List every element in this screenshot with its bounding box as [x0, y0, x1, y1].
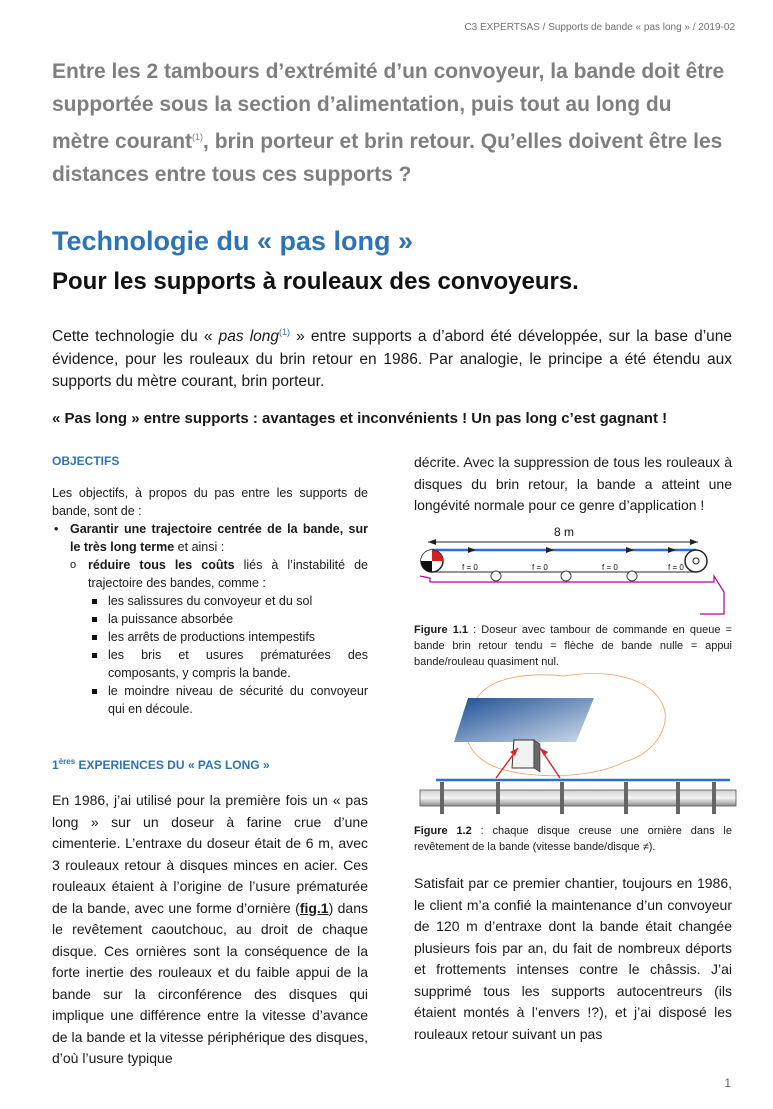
shaft-disc — [440, 782, 444, 814]
list-item: les salissures du convoyeur et du sol — [52, 592, 368, 610]
caption-label: Figure 1.1 — [414, 624, 469, 636]
dimension-arrow-left — [428, 539, 436, 545]
shaft-disc — [624, 782, 628, 814]
direction-arrow — [626, 547, 634, 553]
bullet-bold-text: Garantir une trajectoire centrée de la bande, sur le très long terme — [70, 522, 368, 554]
caption-label: Figure 1.2 — [414, 825, 472, 837]
page-header: C3 EXPERTSAS / Supports de bande « pas long » / 2019-02 — [464, 22, 735, 33]
caption-text: : Doseur avec tambour de commande en queue = bande brin retour tendu = flèche de bande nulle = appui bande/rouleau quasiment nul. — [414, 624, 732, 668]
page-title: Technologie du « pas long » — [52, 226, 414, 256]
sag-label: f = 0 — [602, 563, 618, 572]
direction-arrow — [668, 547, 676, 553]
shaft-disc — [560, 782, 564, 814]
sag-label: f = 0 — [668, 563, 684, 572]
sub-bullet-rest-text: liés à l’instabilité de trajectoire des bandes, comme : — [88, 558, 368, 590]
figure-1-1-diagram — [414, 520, 740, 620]
heading-sup: ères — [58, 757, 76, 766]
intro-text-b: , brin porteur et brin retour. Qu’elles doivent être les distances entre tous ces supports ? — [52, 130, 723, 186]
figure-1-1-caption — [414, 622, 732, 670]
dimension-arrow-right — [690, 539, 698, 545]
objectives-sub-bullet — [52, 556, 368, 592]
paragraph-italic: pas long — [218, 328, 280, 346]
return-roller — [491, 571, 501, 581]
bullet-rest-text: et ainsi : — [174, 540, 225, 554]
right-top-paragraph: décrite. Avec la suppression de tous les rouleaux à disques du brin retour, la bande a atteint une longévité normale pour ce genre d’application ! — [414, 454, 732, 513]
intro-text-a: Entre les 2 tambours d’extrémité d’un convoyeur, la bande doit être supportée sous la section d’alimentation, puis tout au long du mètre courant — [52, 60, 725, 153]
belt-section — [454, 698, 594, 742]
objectives-section — [52, 452, 368, 718]
figure-reference-link[interactable]: fig.1 — [299, 899, 329, 916]
experiences-section — [52, 753, 368, 1070]
shaft-disc — [676, 782, 680, 814]
list-item: les bris et usures prématurées des composants, y compris la bande. — [52, 646, 368, 682]
paragraph-part-b: » entre supports a d’abord été développée, sur la base d’une évidence, pour les rouleaux du brin retour en 1986. Par analogie, le principe a été étendu aux supports du mètre courant, brin porteur. — [52, 328, 732, 391]
objectives-bullet — [52, 520, 368, 556]
caption-text: : chaque disque creuse une ornière dans le revêtement de la bande (vitesse bande/disque ≠). — [414, 825, 732, 853]
objectives-intro: Les objectifs, à propos du pas entre les supports de bande, sont de : — [52, 486, 368, 518]
list-item: les arrêts de productions intempestifs — [52, 628, 368, 646]
intro-footnote-ref: (1) — [192, 132, 204, 142]
intro-question — [52, 56, 732, 191]
lead-statement: « Pas long » entre supports : avantages et inconvénients ! Un pas long c’est gagnant ! — [52, 410, 668, 427]
heading-rest: EXPERIENCES DU « PAS LONG » — [75, 758, 270, 772]
direction-arrow — [546, 547, 554, 553]
direction-arrow — [468, 547, 476, 553]
return-roller — [561, 571, 571, 581]
experiences-heading — [52, 753, 368, 774]
roller-shaft — [420, 790, 736, 806]
exp-text-a: En 1986, j’ai utilisé pour la première fois un « pas long » sur un doseur à farine crue d’une cimenterie. L’entraxe du doseur était de 6 m, avec 3 rouleaux retour à disques minces en acier. Ces rouleaux étaient à l’origine de l’usure prématurée de la bande, avec une forme d’ornière ( — [52, 792, 368, 916]
exp-text-b: ) dans le revêtement caoutchouc, au droit de chaque disque. Ces ornières sont la conséquence de la forte inertie des rouleaux et du faible appui de la bande sur la circonférence des disques qui implique une différence entre la vitesse d’avance de la bande et la vitesse périphérique des disques, d’où l’usure typique — [52, 899, 368, 1066]
right-bottom-paragraph: Satisfait par ce premier chantier, toujours en 1986, le client m’a confié la maintenance d’un convoyeur de 120 m d’entraxe dont la bande était changée plusieurs fois par an, du fait de nombreux déports et frottements intenses contre le châssis. J’ai supprimé tous les supports autocentreurs (ils étaient montés à l’envers !?), et j’ai disposé les rouleaux retour suivant un pas — [414, 875, 732, 1042]
intro-paragraph — [52, 321, 732, 394]
shaft-disc — [712, 782, 716, 814]
paragraph-part-a: Cette technologie du « — [52, 328, 219, 346]
sag-label: f = 0 — [532, 563, 548, 572]
sag-label: f = 0 — [462, 563, 478, 572]
figure-1-2-caption — [414, 823, 732, 855]
experiences-paragraph — [52, 790, 368, 1070]
heading-number: 1 — [52, 758, 59, 772]
page-subtitle: Pour les supports à rouleaux des convoyeurs. — [52, 268, 579, 295]
paragraph-footnote-ref: (1) — [279, 327, 291, 337]
objectives-heading: OBJECTIFS — [52, 454, 120, 468]
figure-1-2-diagram — [414, 668, 740, 818]
frame-outline — [420, 576, 724, 614]
list-item: le moindre niveau de sécurité du convoyeur qui en découle. — [52, 682, 368, 718]
page-number: 1 — [724, 1076, 731, 1090]
dimension-label: 8 m — [554, 525, 575, 539]
sub-bullet-bold-text: réduire tous les coûts — [88, 558, 235, 572]
return-roller — [627, 571, 637, 581]
list-item: la puissance absorbée — [52, 610, 368, 628]
shaft-disc — [496, 782, 500, 814]
